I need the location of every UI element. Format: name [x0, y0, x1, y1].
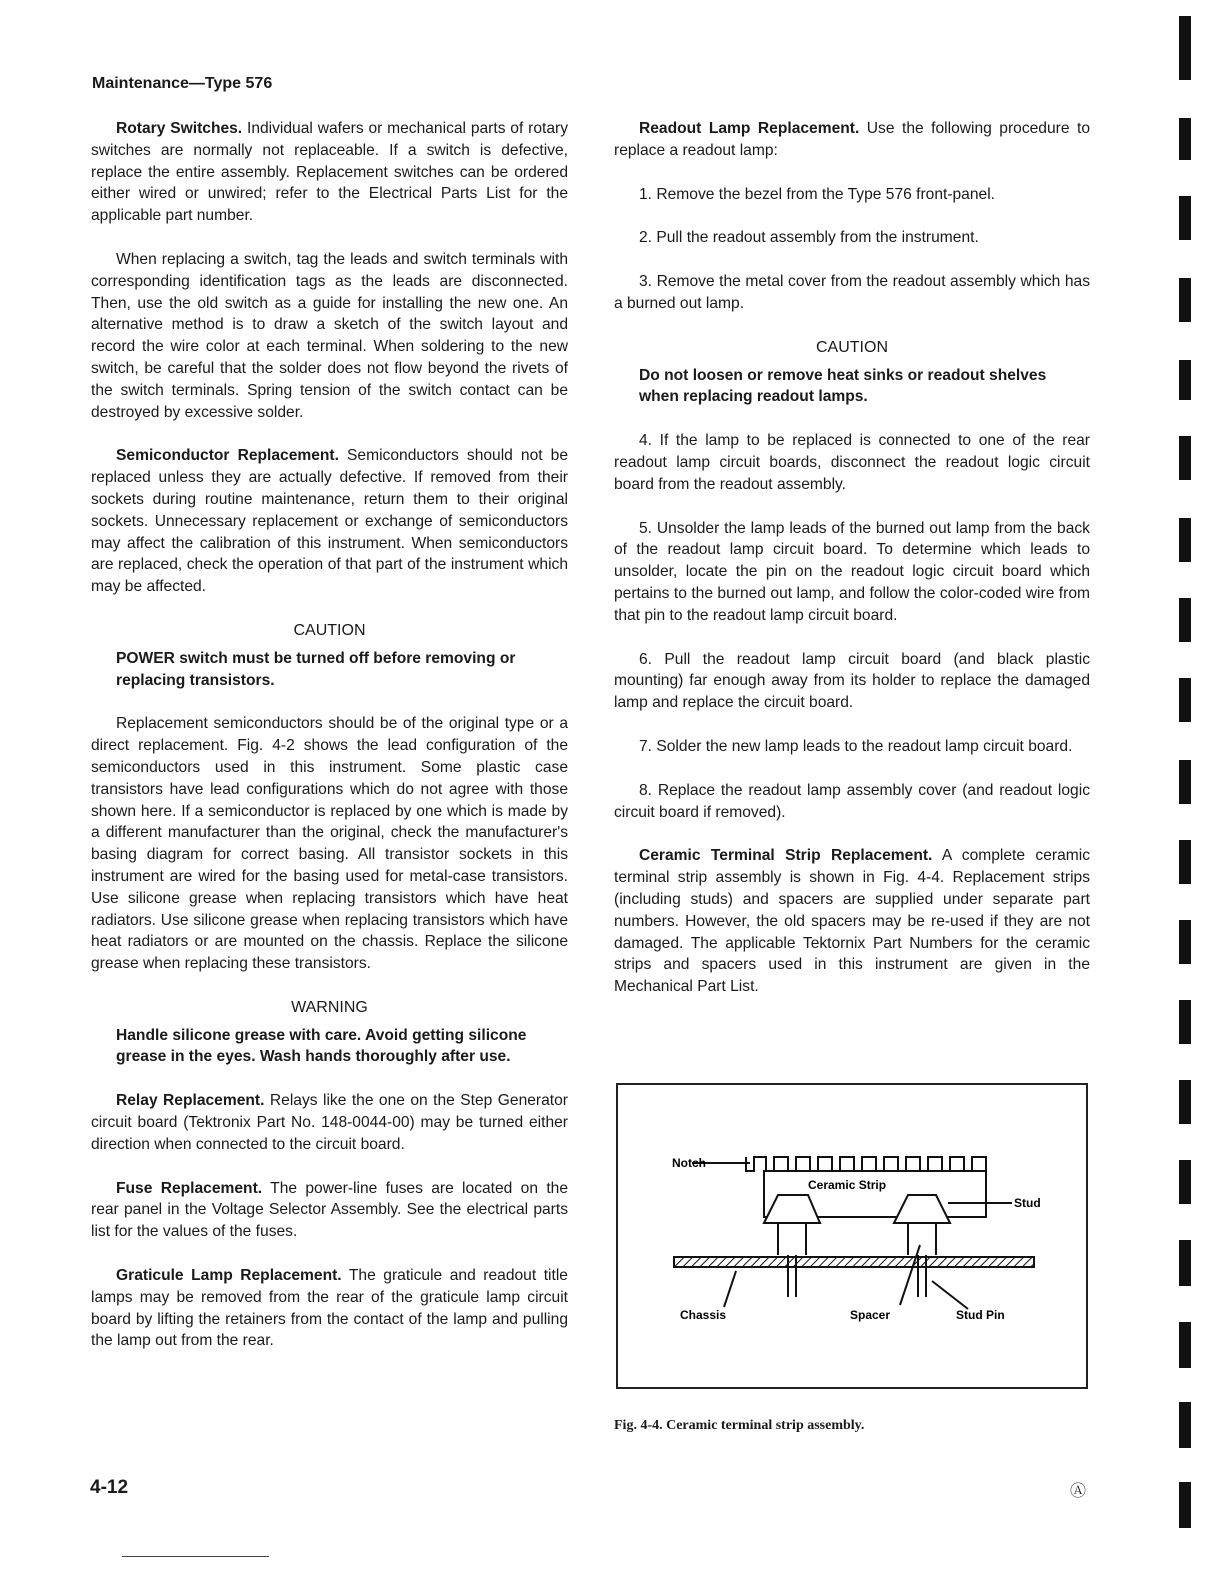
step-item: 1. Remove the bezel from the Type 576 front-panel.	[639, 185, 995, 203]
readout-caution-title: CAUTION	[816, 338, 888, 356]
step-item: 2. Pull the readout assembly from the instrument.	[639, 229, 979, 247]
spacer-label: Spacer	[850, 1308, 891, 1322]
step-item: 8. Replace the readout lamp assembly cover (and readout logic circuit board if removed).	[614, 781, 1090, 821]
left-column	[91, 118, 568, 1374]
binding-mark	[1179, 1322, 1191, 1368]
readout-lamp-paragraph: Readout Lamp Replacement. Use the following procedure to replace a readout lamp:	[614, 120, 1090, 159]
stud-left	[764, 1195, 820, 1223]
binding-mark	[1179, 920, 1191, 964]
step-item: 6. Pull the readout lamp circuit board (and black plastic mounting) far enough away from its holder to replace the damaged lamp and replace the circuit board.	[614, 650, 1090, 712]
relay-paragraph: Relay Replacement. Relays like the one on the Step Generator circuit board (Tektronix Part No. 148-0044-00) may be turned either direction when connected to the circuit board.	[91, 1092, 568, 1153]
ceramic-strip-figure	[616, 1083, 1088, 1389]
binding-mark	[1179, 1080, 1191, 1124]
semiconductor-heading: Semiconductor Replacement.	[116, 447, 339, 465]
graticule-heading: Graticule Lamp Replacement.	[116, 1267, 342, 1285]
binding-mark	[1179, 678, 1191, 722]
step-item: 5. Unsolder the lamp leads of the burned out lamp from the back of the readout lamp circuit board. To determine which leads to unsolder, locate the pin on the readout logic circuit board which pertains to the burned out lamp, and follow the color-coded wire from that pin to the readout lamp circuit board.	[614, 519, 1090, 624]
replacement-semiconductors-paragraph: Replacement semiconductors should be of the original type or a direct replacement. Fig. 4-2 shows the lead configuration of the semiconductors used in this instrument. Some plastic case transistors have lead configurations which do not agree with those shown here. If a semiconductor is replaced by one which is made by a different manufacturer than the original, check the manufacturer's basing diagram for correct basing. All transistor sockets in this instrument are wired for the basing used for metal-case transistors. Use silicone grease when replacing transistors which have heat radiators. Use silicone grease when replacing transistors which have heat radiators or are mounted on the chassis. Replace the silicone grease when replacing these transistors.	[91, 715, 568, 973]
binding-mark	[1179, 1402, 1191, 1448]
step-item: 4. If the lamp to be replaced is connected to one of the rear readout lamp circuit boards, disconnect the readout logic circuit board from the readout assembly.	[614, 432, 1090, 493]
ceramic-strip-notches	[746, 1157, 986, 1171]
binding-marks	[1175, 0, 1195, 1584]
stud-pin-label: Stud Pin	[956, 1308, 1005, 1322]
switch-replacement-paragraph: When replacing a switch, tag the leads and switch terminals with corresponding identification tags as the leads are disconnected. Then, use the old switch as a guide for installing the new one. An alternative method is to draw a sketch of the switch layout and record the wire color at each terminal. When soldering to the new switch, be careful that the solder does not flow beyond the rivets of the switch terminals. Spring tension of the switch contact can be destroyed by excessive solder.	[91, 250, 568, 421]
readout-caution-text: Do not loosen or remove heat sinks or readout shelves when replacing readout lamps.	[639, 366, 1047, 406]
rotary-switches-heading: Rotary Switches.	[116, 120, 243, 137]
binding-mark	[1179, 760, 1191, 804]
ceramic-strip-paragraph: Ceramic Terminal Strip Replacement. A complete ceramic terminal strip assembly is shown in Fig. 4-4. Replacement strips (including studs) and spacers are supplied under separate part numbers. However, the old spacers may be re-used if they are not damaged. The applicable Tektornix Part Numbers for the ceramic strips and spacers used in this instrument are given in the Mechanical Part List.	[614, 847, 1090, 996]
ceramic-strip-label: Ceramic Strip	[808, 1178, 887, 1192]
page-header: Maintenance—Type 576	[92, 75, 273, 92]
binding-mark	[1179, 360, 1191, 400]
ceramic-strip-heading: Ceramic Terminal Strip Replacement.	[639, 847, 933, 865]
binding-mark	[1179, 278, 1191, 322]
binding-mark	[1179, 436, 1191, 480]
notch-label: Notch	[672, 1156, 706, 1170]
step-item: 7. Solder the new lamp leads to the readout lamp circuit board.	[639, 737, 1073, 755]
stud-right	[894, 1195, 950, 1223]
binding-mark	[1179, 196, 1191, 240]
chassis-plate	[674, 1257, 1034, 1267]
warning-title: WARNING	[291, 998, 368, 1016]
page-number: 4-12	[90, 1477, 129, 1498]
revision-mark: Ⓐ	[1070, 1483, 1087, 1500]
binding-mark	[1179, 1000, 1191, 1044]
footer-rule	[122, 1556, 269, 1557]
binding-mark	[1179, 1160, 1191, 1204]
binding-mark	[1179, 598, 1191, 642]
ceramic-strip-diagram	[618, 1085, 1086, 1387]
warning-text: Handle silicone grease with care. Avoid getting silicone grease in the eyes. Wash hands thoroughly after use.	[116, 1026, 527, 1066]
graticule-paragraph: Graticule Lamp Replacement. The graticule and readout title lamps may be removed from the rear of the graticule lamp circuit board by lifting the retainers from the contact of the lamp and pulling the lamp out from the rear.	[91, 1267, 568, 1350]
rotary-switches-paragraph: Rotary Switches. Individual wafers or mechanical parts of rotary switches are normally not replaceable. If a switch is defective, replace the entire assembly. Replacement switches can be ordered either wired or unwired; refer to the Electrical Parts List for the applicable part number.	[91, 120, 568, 225]
semiconductor-paragraph: Semiconductor Replacement. Semiconductors should not be replaced unless they are actually defective. If removed from their sockets during routine maintenance, return them to their original sockets. Unnecessary replacement or exchange of semiconductors may affect the calibration of this instrument. When semiconductors are replaced, check the operation of that part of the instrument which may be affected.	[91, 447, 568, 596]
binding-mark	[1179, 518, 1191, 562]
relay-heading: Relay Replacement.	[116, 1092, 265, 1110]
stud-label: Stud	[1014, 1196, 1041, 1210]
right-column	[614, 118, 1090, 1020]
caution-title: CAUTION	[293, 621, 366, 639]
fuse-heading: Fuse Replacement.	[116, 1179, 263, 1197]
binding-mark	[1179, 118, 1191, 160]
binding-mark	[1179, 1240, 1191, 1286]
chassis-label: Chassis	[680, 1308, 727, 1322]
step-item: 3. Remove the metal cover from the readout assembly which has a burned out lamp.	[614, 273, 1090, 312]
binding-mark	[1179, 1482, 1191, 1528]
fuse-paragraph: Fuse Replacement. The power-line fuses are located on the rear panel in the Voltage Selector Assembly. See the electrical parts list for the values of the fuses.	[91, 1179, 568, 1241]
readout-lamp-heading: Readout Lamp Replacement.	[639, 120, 860, 137]
caution-text: POWER switch must be turned off before removing or replacing transistors.	[116, 649, 516, 689]
binding-mark	[1179, 840, 1191, 884]
figure-caption: Fig. 4-4. Ceramic terminal strip assembly.	[614, 1418, 865, 1433]
binding-mark	[1179, 16, 1191, 80]
